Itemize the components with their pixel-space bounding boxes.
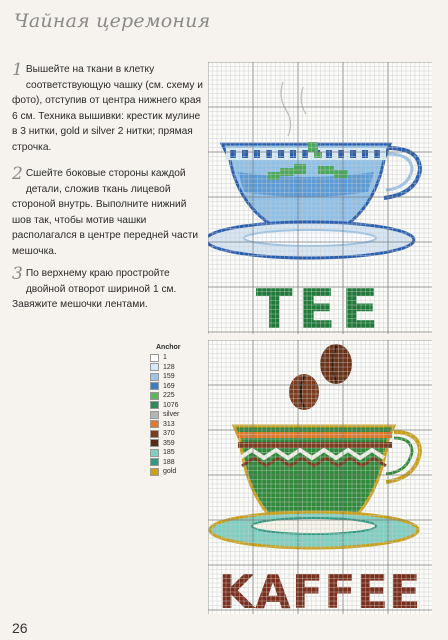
legend-item [150, 401, 198, 411]
legend-item [150, 382, 198, 392]
instruction-text: Вышейте на ткани в клетку соответствующую чашку (см. схему и фото), отступив от центра нижнего края 6 см. Техника вышивки: крестик мулине в 3 нитки, gold и silver 2 нитки; прямая строчка. [12, 64, 203, 153]
legend-code: 159 [163, 373, 175, 381]
thread-legend [150, 344, 198, 477]
instruction-text: По верхнему краю простройте двойной отворот шириной 1 см. Завяжите мешочки лентами. [12, 268, 177, 310]
legend-item [150, 458, 198, 468]
color-swatch [150, 392, 159, 400]
legend-item [150, 467, 198, 477]
instruction-2 [12, 166, 204, 259]
instruction-1 [12, 62, 204, 155]
color-swatch [150, 382, 159, 390]
legend-code: 1076 [163, 401, 179, 409]
legend-item [150, 363, 198, 373]
instruction-3 [12, 266, 204, 313]
color-swatch [150, 430, 159, 438]
legend-code: silver [163, 411, 180, 419]
legend-rows [150, 353, 198, 477]
color-swatch [150, 468, 159, 476]
instruction-text: Сшейте боковые стороны каждой детали, сложив ткань лицевой стороной внутрь. Выполните нижний шов так, чтобы мотив чашки располагался в центре передней части мешочка. [12, 168, 199, 257]
color-swatch [150, 449, 159, 457]
legend-item [150, 420, 198, 430]
legend-code: 188 [163, 458, 175, 466]
legend-code: 185 [163, 449, 175, 457]
saucer [208, 222, 414, 258]
coffee-cup-pattern [208, 340, 432, 614]
coffee-cup-chart [208, 340, 432, 614]
chart-word: TEE [255, 278, 385, 334]
legend-item [150, 429, 198, 439]
legend-code: 225 [163, 392, 175, 400]
legend-code: 370 [163, 430, 175, 438]
color-swatch [150, 401, 159, 409]
legend-item [150, 439, 198, 449]
color-swatch [150, 420, 159, 428]
color-swatch [150, 411, 159, 419]
legend-item [150, 372, 198, 382]
legend-code: 313 [163, 420, 175, 428]
legend-code: 359 [163, 439, 175, 447]
legend-item [150, 448, 198, 458]
legend-brand: Anchor [156, 344, 181, 351]
step-number: 1 [12, 60, 23, 80]
color-swatch [150, 354, 159, 362]
legend-item [150, 353, 198, 363]
color-swatch [150, 363, 159, 371]
page-number: 26 [12, 620, 28, 636]
legend-code: 169 [163, 382, 175, 390]
color-swatch [150, 373, 159, 381]
chart-word: KAFFEE [218, 565, 422, 614]
tea-cup-pattern [208, 62, 432, 334]
color-swatch [150, 439, 159, 447]
legend-code: gold [163, 468, 177, 476]
step-number: 3 [12, 264, 23, 284]
step-number: 2 [12, 164, 23, 184]
legend-code: 1 [163, 354, 167, 362]
legend-item [150, 391, 198, 401]
page-title: Чайная церемония [14, 10, 211, 32]
color-swatch [150, 458, 159, 466]
tea-cup-chart [208, 62, 432, 334]
legend-code: 128 [163, 363, 175, 371]
legend-item [150, 410, 198, 420]
